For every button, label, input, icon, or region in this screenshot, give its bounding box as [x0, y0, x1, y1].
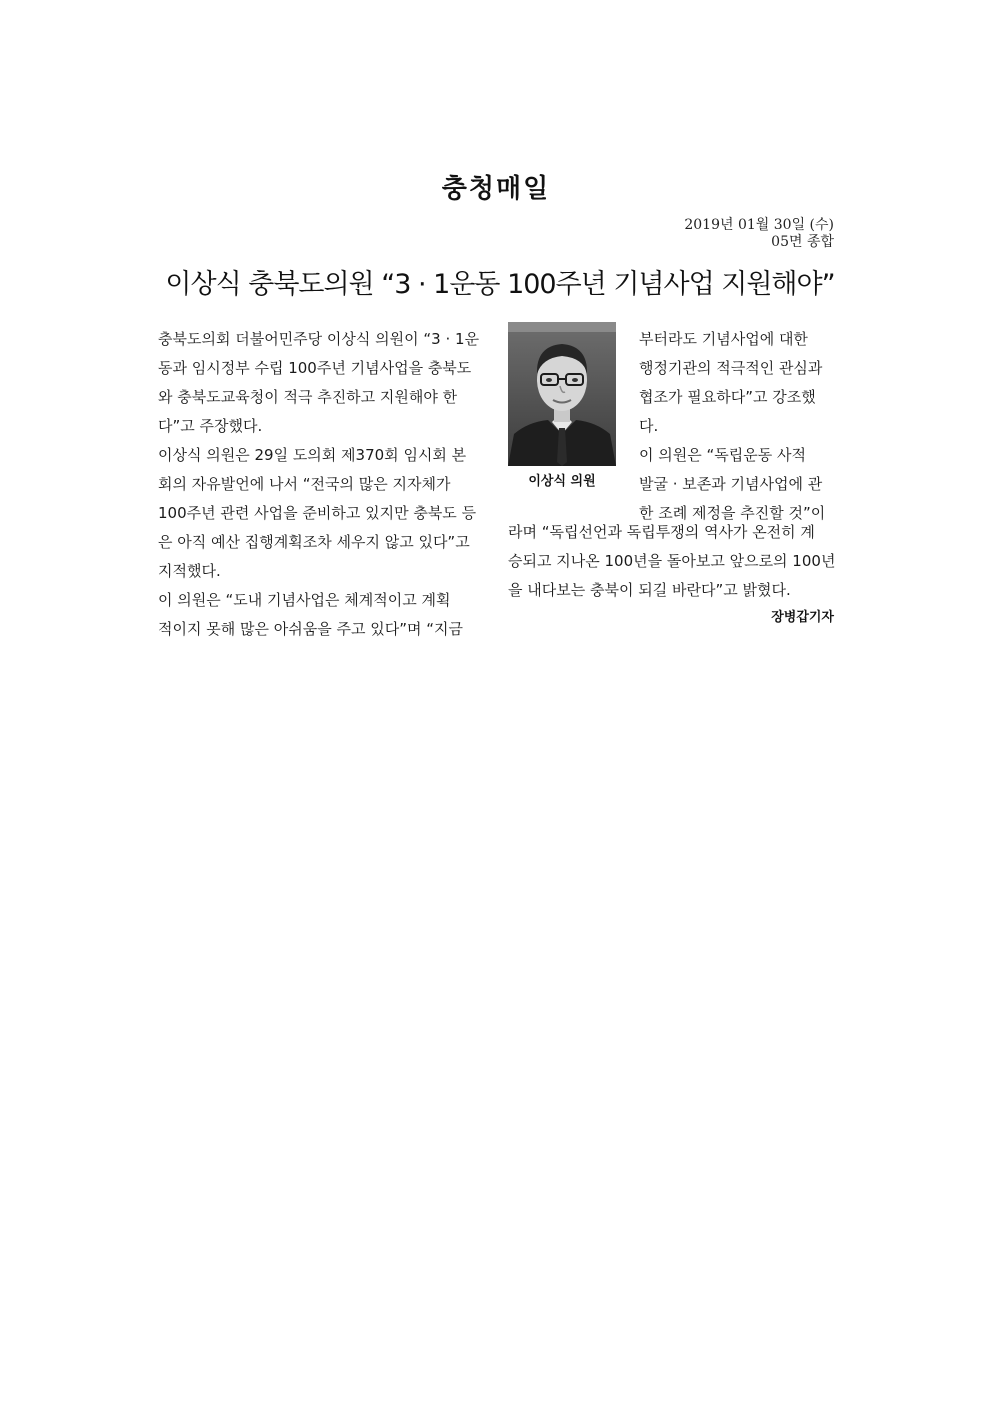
body-line: 이 의원은 “독립운동 사적: [639, 446, 806, 464]
article-headline: 이상식 충북도의원 “3 · 1운동 100주년 기념사업 지원해야”: [165, 269, 835, 300]
body-line: 다”고 주장했다.: [158, 417, 263, 435]
page-section: 05면 종합: [771, 234, 834, 250]
body-line: 라며 “독립선언과 독립투쟁의 역사가 온전히 계: [508, 523, 815, 541]
body-line: 발굴 · 보존과 기념사업에 관: [639, 475, 823, 493]
body-line: 을 내다보는 충북이 되길 바란다”고 밝혔다.: [508, 581, 791, 599]
article-body-left-column: [158, 325, 483, 644]
portrait-photo: [508, 322, 616, 466]
photo-caption: 이상식 의원: [528, 474, 596, 489]
body-line: 회의 자유발언에 나서 “전국의 많은 지자체가: [158, 475, 451, 493]
body-line: 충북도의회 더불어민주당 이상식 의원이 “3 · 1운: [158, 330, 480, 348]
newspaper-masthead: 충청매일: [441, 174, 551, 204]
body-line: 이 의원은 “도내 기념사업은 체계적이고 계획: [158, 591, 451, 609]
body-line: 100주년 관련 사업을 준비하고 있지만 충북도 등: [158, 504, 477, 522]
article-body-right-column-bottom: [508, 518, 836, 605]
body-line: 와 충북도교육청이 적극 추진하고 지원해야 한: [158, 388, 458, 406]
body-line: 은 아직 예산 집행계획조차 세우지 않고 있다”고: [158, 533, 470, 551]
dateline: [684, 217, 834, 251]
body-line: 동과 임시정부 수립 100주년 기념사업을 충북도: [158, 359, 472, 377]
body-line: 이상식 의원은 29일 도의회 제370회 임시회 본: [158, 446, 467, 464]
article-body-right-column-top: [639, 325, 836, 528]
portrait-illustration: [508, 322, 616, 466]
body-line: 부터라도 기념사업에 대한: [639, 330, 808, 348]
body-line: 적이지 못해 많은 아쉬움을 주고 있다”며 “지금: [158, 620, 463, 638]
publication-date: 2019년 01월 30일 (수): [684, 217, 834, 233]
body-line: 다.: [639, 417, 659, 435]
reporter-byline: 장병갑기자: [771, 610, 834, 625]
body-line: 승되고 지나온 100년을 돌아보고 앞으로의 100년: [508, 552, 836, 570]
body-line: 지적했다.: [158, 562, 221, 580]
body-line: 한 조례 제정을 추진할 것”이: [639, 504, 826, 522]
body-line: 협조가 필요하다”고 강조했: [639, 388, 816, 406]
body-line: 행정기관의 적극적인 관심과: [639, 359, 823, 377]
